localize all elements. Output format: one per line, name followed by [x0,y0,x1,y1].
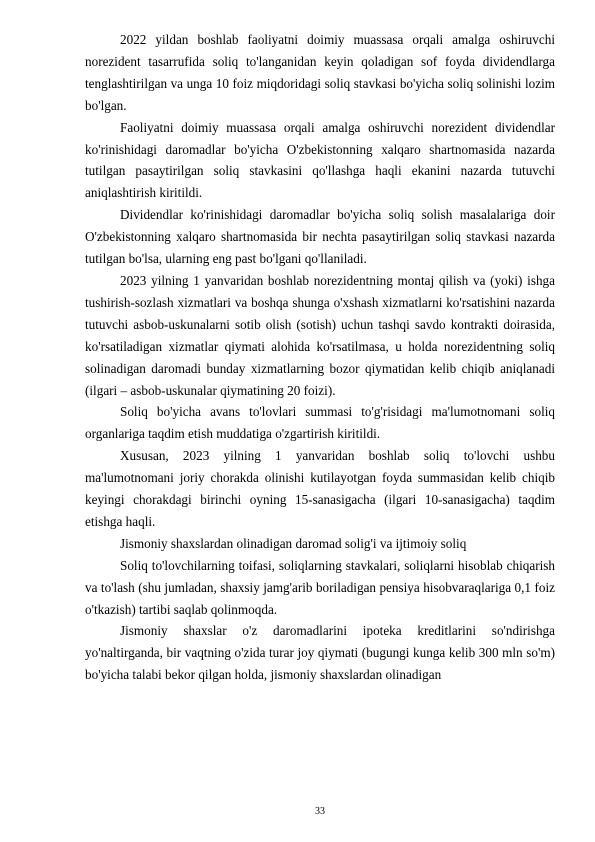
paragraph-installation-services: 2023 yilning 1 yanvaridan boshlab norezidentning montaj qilish va (yoki) ishga tushirish-sozlash xizmatlari va boshqa shunga o'xshash xizmatlarni ko'rsatishini nazarda tutuvchi asbob-uskunalarni sotib olish (sotish) uchun tashqi savdo kontrakti doirasida, ko'rsatiladigan xizmatlar qiymati alohida ko'rsatilmasa, u holda norezidentning soliq solinadigan daromadi bunday xizmatlarning bozor qiymatidan kelib chiqib aniqlanadi (ilgari – asbob-uskunalar qiymatining 20 foizi). [85,272,555,398]
paragraph-advance-payments: Soliq bo'yicha avans to'lovlari summasi to'g'risidagi ma'lumotnomani soliq organlariga taqdim etish muddatiga o'zgartirish kiritildi. [85,404,555,442]
paragraph-lowest-rate: Dividendlar ko'rinishidagi daromadlar bo'yicha soliq solish masalalariga doir O'zbekistonning xalqaro shartnomasida bir nechta pasaytirilgan soliq stavkasi nazarda tutilgan bo'lsa, ularning eng past bo'lgani qo'llaniladi. [85,207,555,267]
paragraph-reporting-deadline: Xususan, 2023 yilning 1 yanvaridan boshlab soliq to'lovchi ushbu ma'lumotnomani joriy chorakda olinishi kutilayotgan foyda summasidan kelib chiqib keyingi chorakdagi birinchi oyning 15-sanasigacha (ilgari 10-sanasigacha) taqdim etishga haqli. [85,448,555,529]
paragraph-dividend-net-profit: 2022 yildan boshlab faoliyatni doimiy muassasa orqali amalga oshiruvchi norezident tasarrufida soliq to'langanidan keyin qoladigan sof foyda dividendlarga tenglashtirilgan va unga 10 foiz miqdoridagi soliq stavkasi bo'yicha soliq solinishi lozim bo'lgan. [85,32,555,113]
paragraph-taxpayer-categories: Soliq to'lovchilarning toifasi, soliqlarning stavkalari, soliqlarni hisoblab chiqarish va to'lash (shu jumladan, shaxsiy jamg'arib boriladigan pensiya hisobvaraqlariga 0,1 foiz o'tkazish) tartibi saqlab qolinmoqda. [85,557,555,617]
paragraph-reduced-rate-clarification: Faoliyatni doimiy muassasa orqali amalga oshiruvchi norezident dividendlar ko'rinishidagi daromadlar bo'yicha O'zbekistonning xalqaro shartnomasida nazarda tutilgan pasaytirilgan soliq stavkasini qo'llashga haqli ekanini nazarda tutuvchi aniqlashtirish kiritildi. [85,119,555,201]
page-number: 33 [315,806,325,817]
page-body [85,29,555,686]
section-heading-income-tax: Jismoniy shaxslardan olinadigan daromad solig'i va ijtimoiy soliq [120,535,467,551]
paragraph-mortgage-income: Jismoniy shaxslar o'z daromadlarini ipoteka kreditlarini so'ndirishga yo'naltirganda, bir vaqtning o'zida turar joy qiymati (bugungi kunga kelib 300 mln so'm) bo'yicha talabi bekor qilgan holda, jismoniy shaxslardan olinadigan [85,623,555,683]
